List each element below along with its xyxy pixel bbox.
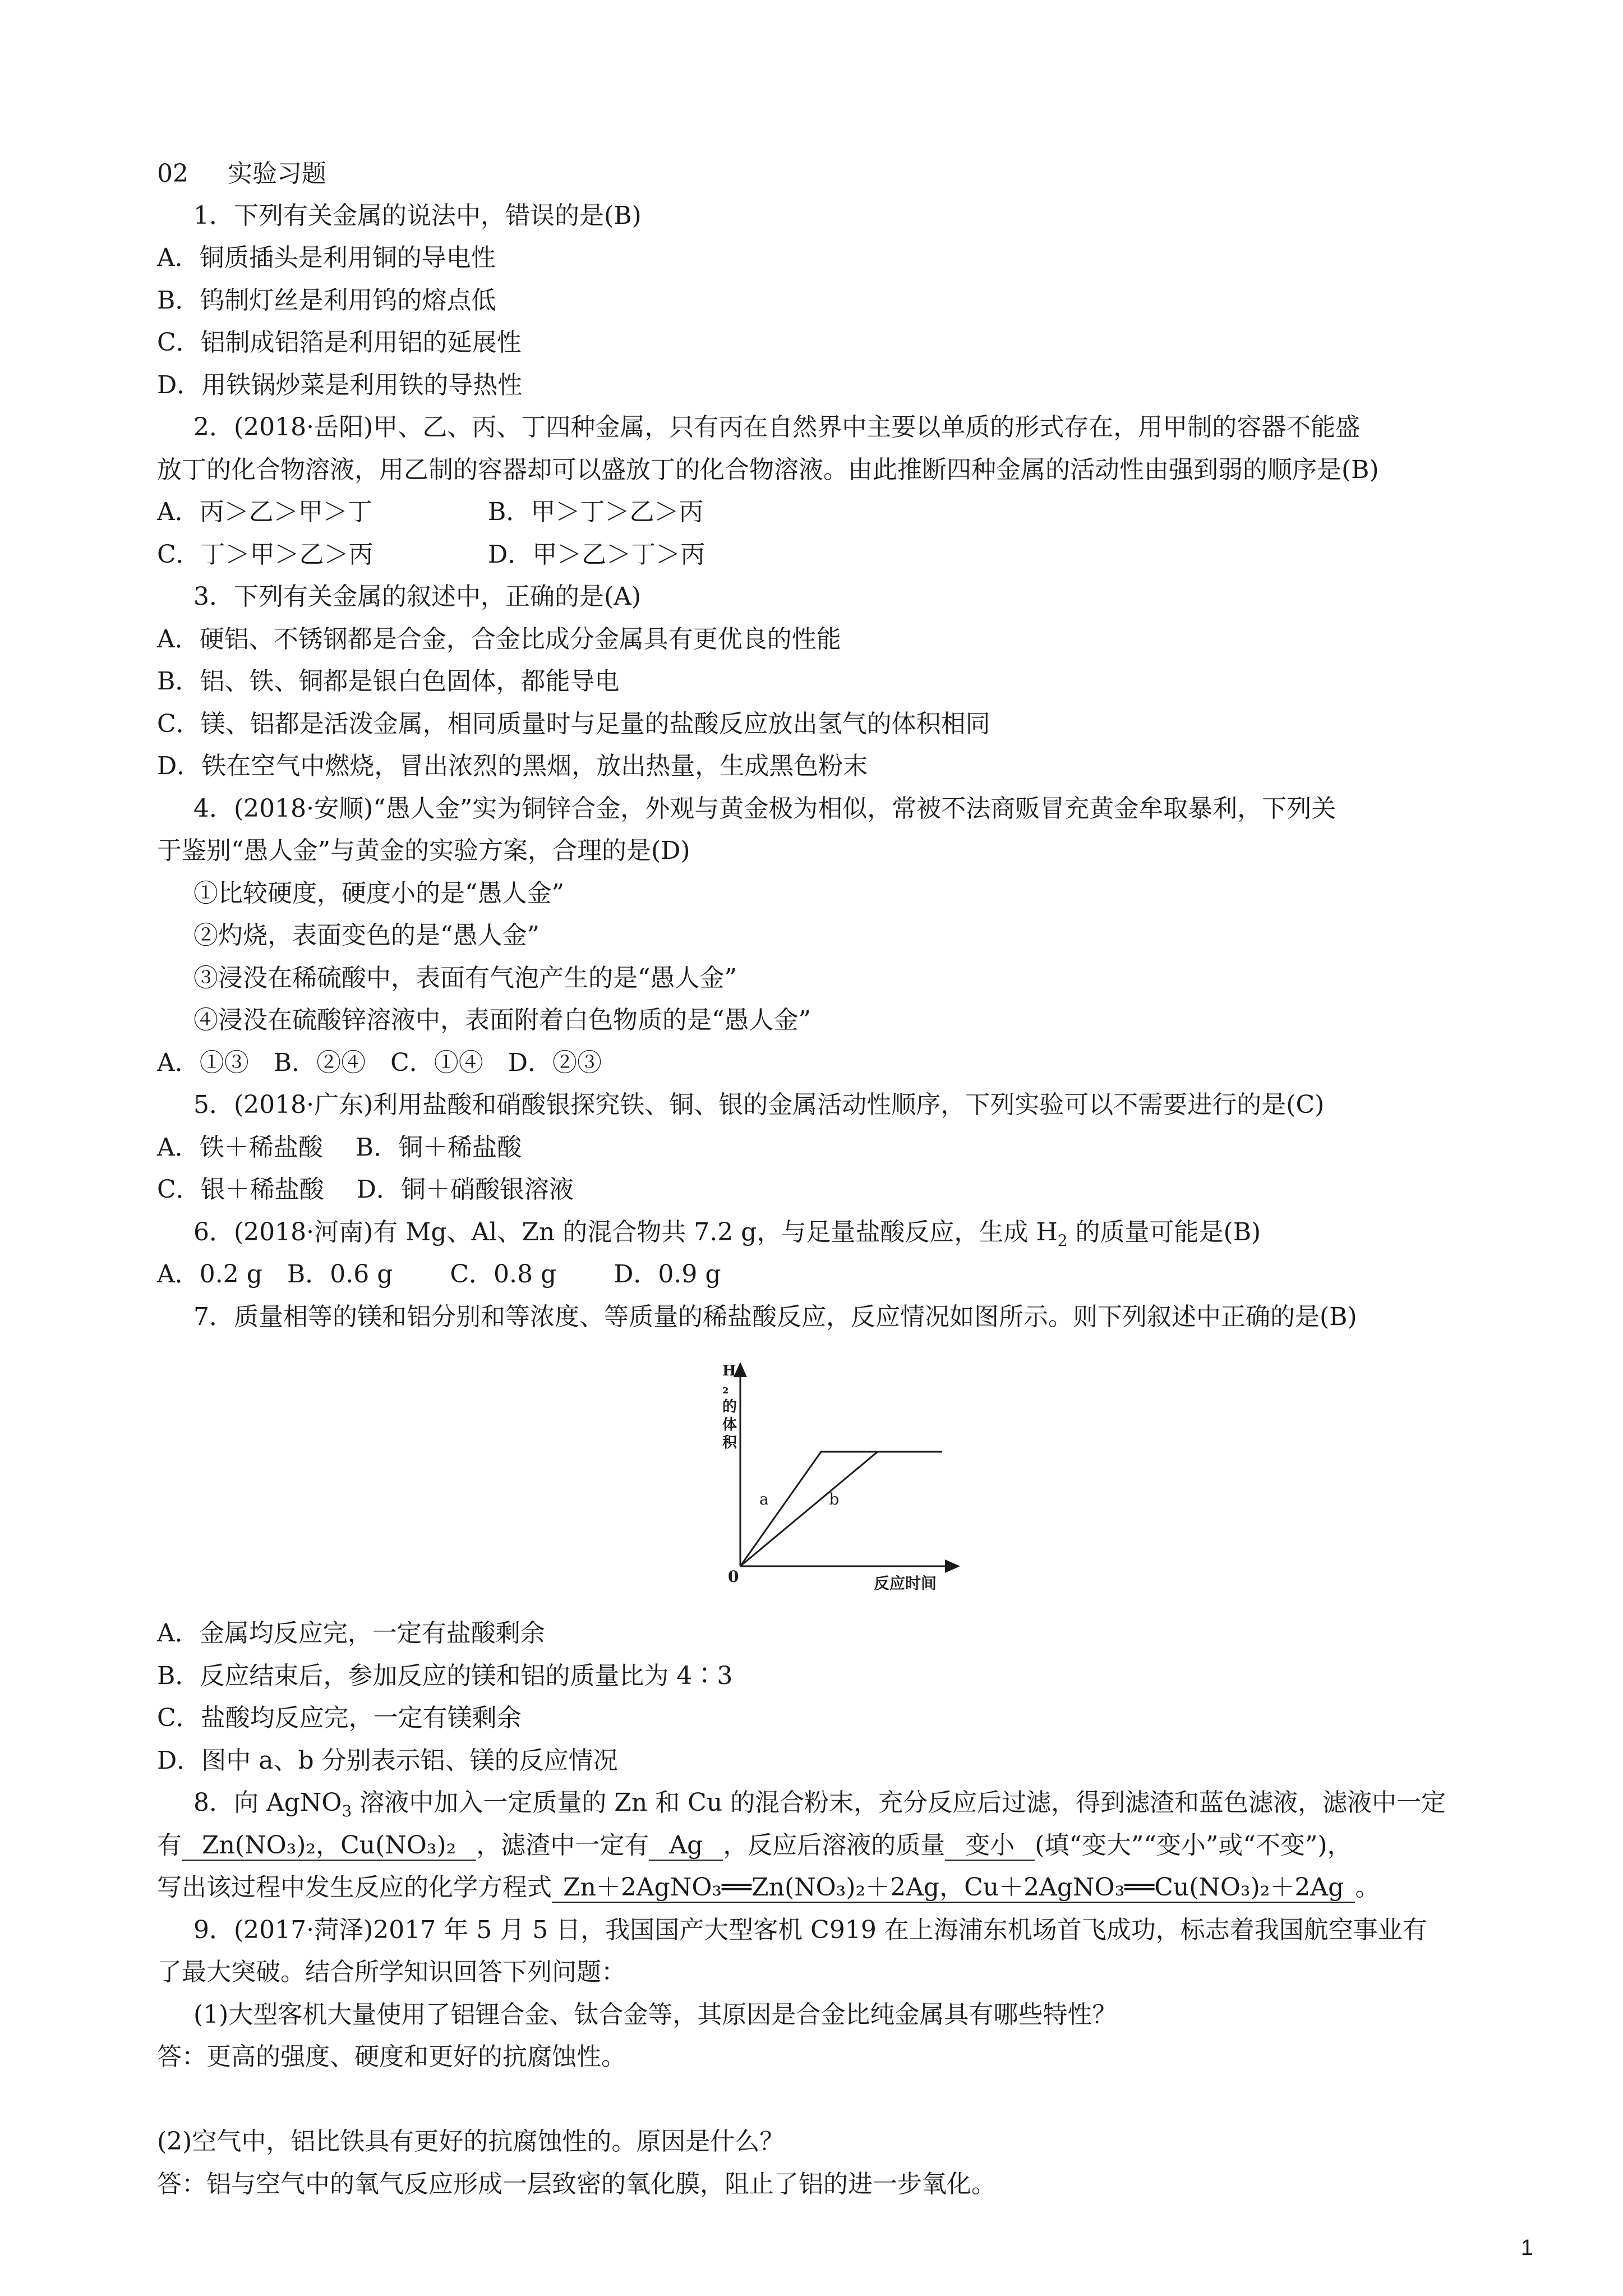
q6-options: A．0.2 g B．0.6 g C．0.8 g D．0.9 g xyxy=(157,1260,721,1289)
q9-stem-line2: 了最大突破。结合所学知识回答下列问题： xyxy=(157,1958,626,1986)
q8-line2 xyxy=(157,1830,1352,1861)
q2-option-b: B．甲＞丁＞乙＞丙 xyxy=(488,498,704,526)
q8-line2-end: (填“变大”“变小”或“不变”)， xyxy=(1035,1831,1352,1860)
section-title: 实验习题 xyxy=(228,159,326,188)
series-line-b xyxy=(740,1452,942,1566)
q8-line3-pre: 写出该过程中发生反应的化学方程式 xyxy=(157,1873,552,1902)
q9-answer-1: 答：更高的强度、硬度和更好的抗腐蚀性。 xyxy=(157,2042,626,2071)
q8-answer-blank-2: Ag xyxy=(649,1832,723,1861)
q3-option-b: B．铝、铁、铜都是银白色固体，都能导电 xyxy=(157,667,620,696)
q8-line1 xyxy=(193,1787,1446,1827)
q7-stem: 7．质量相等的镁和铝分别和等浓度、等质量的稀盐酸反应，反应情况如图所示。则下列叙述中正确的是(B) xyxy=(193,1303,1357,1331)
q8-line3-end: 。 xyxy=(1355,1873,1380,1902)
q8-line3 xyxy=(157,1872,1380,1903)
series-label-a: a xyxy=(759,1490,769,1508)
q7-option-a: A．金属均反应完，一定有盐酸剩余 xyxy=(157,1619,545,1648)
q9-subquestion-2: (2)空气中，铝比铁具有更好的抗腐蚀性的。原因是什么？ xyxy=(157,2127,785,2156)
section-number: 02 xyxy=(157,159,188,188)
q3-option-a: A．硬铝、不锈钢都是合金，合金比成分金属具有更优良的性能 xyxy=(157,625,841,654)
q8-line1-text: 8．向 AgNO xyxy=(193,1788,342,1817)
page-number: 1 xyxy=(1520,2235,1533,2260)
q9-stem-line1: 9．(2017·菏泽)2017 年 5 月 5 日，我国国产大型客机 C919 在上海浦东机场首飞成功，标志着我国航空事业有 xyxy=(193,1916,1427,1944)
q7-option-d: D．图中 a、b 分别表示铝、镁的反应情况 xyxy=(157,1746,618,1775)
q2-stem-line1: 2．(2018·岳阳)甲、乙、丙、丁四种金属，只有丙在自然界中主要以单质的形式存在，用甲制的容器不能盛 xyxy=(193,413,1361,441)
q1-option-c: C．铝制成铝箔是利用铝的延展性 xyxy=(157,328,522,357)
q4-item-3: ③浸没在稀硫酸中，表面有气泡产生的是“愚人金” xyxy=(193,964,737,992)
q7-option-b: B．反应结束后，参加反应的镁和铝的质量比为 4∶3 xyxy=(157,1662,733,1690)
q4-options: A．①③ B．②④ C．①④ D．②③ xyxy=(157,1048,602,1077)
q8-answer-blank-4: Zn＋2AgNO₃══Zn(NO₃)₂＋2Ag，Cu＋2AgNO₃══Cu(NO₃)₂＋2Ag xyxy=(552,1874,1355,1903)
series-line-a xyxy=(740,1452,942,1566)
q6-stem xyxy=(193,1217,1261,1257)
q9-answer-2: 答：铝与空气中的氧气反应形成一层致密的氧化膜，阻止了铝的进一步氧化。 xyxy=(157,2170,996,2198)
origin-label: 0 xyxy=(728,1567,739,1586)
q8-line2-pre: 有 xyxy=(157,1831,182,1860)
q6-stem-text-end: 的质量可能是(B) xyxy=(1067,1218,1261,1246)
q2-option-a: A．丙＞乙＞甲＞丁 xyxy=(157,498,372,526)
q8-answer-blank-3: 变小 xyxy=(945,1832,1035,1861)
q6-stem-text: 6．(2018·河南)有 Mg、Al、Zn 的混合物共 7.2 g，与足量盐酸反应，生成 H xyxy=(193,1218,1058,1246)
q2-option-d: D．甲＞乙＞丁＞丙 xyxy=(488,540,706,569)
q8-answer-blank-1: Zn(NO₃)₂，Cu(NO₃)₂ xyxy=(182,1832,476,1861)
q2-stem-line2: 放丁的化合物溶液，用乙制的容器却可以盛放丁的化合物溶液。由此推断四种金属的活动性由强到弱的顺序是(B) xyxy=(157,455,1379,484)
q1-option-b: B．钨制灯丝是利用钨的熔点低 xyxy=(157,286,496,315)
q1-stem: 1．下列有关金属的说法中，错误的是(B) xyxy=(193,201,642,230)
q5-stem: 5．(2018·广东)利用盐酸和硝酸银探究铁、铜、银的金属活动性顺序，下列实验可以不需要进行的是(C) xyxy=(193,1091,1325,1119)
q4-stem-line2: 于鉴别“愚人金”与黄金的实验方案，合理的是(D) xyxy=(157,836,690,865)
q8-line1-text-end: 溶液中加入一定质量的 Zn 和 Cu 的混合粉末，充分反应后过滤，得到滤渣和蓝色滤液，滤液中一定 xyxy=(352,1788,1446,1817)
q9-subquestion-1: (1)大型客机大量使用了铝锂合金、钛合金等，其原因是合金比纯金属具有哪些特性？ xyxy=(193,2000,1117,2029)
q5-options-row2: C．银＋稀盐酸 D．铜＋硝酸银溶液 xyxy=(157,1175,574,1204)
q4-item-1: ①比较硬度，硬度小的是“愚人金” xyxy=(193,879,564,908)
q1-option-a: A．铜质插头是利用铜的导电性 xyxy=(157,243,496,272)
q7-option-c: C．盐酸均反应完，一定有镁剩余 xyxy=(157,1704,522,1732)
y-axis-label: H ₂ 的体积 xyxy=(722,1363,737,1451)
q6-stem-subscript: 2 xyxy=(1057,1231,1068,1250)
q4-item-4: ④浸没在硫酸锌溶液中，表面附着白色物质的是“愚人金” xyxy=(193,1006,811,1034)
section-header xyxy=(157,158,326,190)
q8-line1-subscript: 3 xyxy=(342,1801,352,1820)
q3-option-d: D．铁在空气中燃烧，冒出浓烈的黑烟，放出热量，生成黑色粉末 xyxy=(157,752,868,780)
series-label-b: b xyxy=(829,1490,840,1508)
q1-option-d: D．用铁锅炒菜是利用铁的导热性 xyxy=(157,371,523,399)
q4-stem-line1: 4．(2018·安顺)“愚人金”实为铜锌合金，外观与黄金极为相似，常被不法商贩冒充黄金牟取暴利，下列关 xyxy=(193,794,1336,823)
q7-chart xyxy=(695,1358,987,1593)
q3-stem: 3．下列有关金属的叙述中，正确的是(A) xyxy=(193,582,642,611)
q8-line2-mid2: ，反应后溶液的质量 xyxy=(723,1831,946,1860)
q8-line2-mid1: ，滤渣中一定有 xyxy=(476,1831,649,1860)
x-axis-label: 反应时间 xyxy=(874,1574,937,1593)
q4-item-2: ②灼烧，表面变色的是“愚人金” xyxy=(193,921,540,950)
q5-options-row1: A．铁＋稀盐酸 B．铜＋稀盐酸 xyxy=(157,1133,522,1162)
q3-option-c: C．镁、铝都是活泼金属，相同质量时与足量的盐酸反应放出氢气的体积相同 xyxy=(157,710,990,738)
q2-option-c: C．丁＞甲＞乙＞丙 xyxy=(157,540,374,569)
